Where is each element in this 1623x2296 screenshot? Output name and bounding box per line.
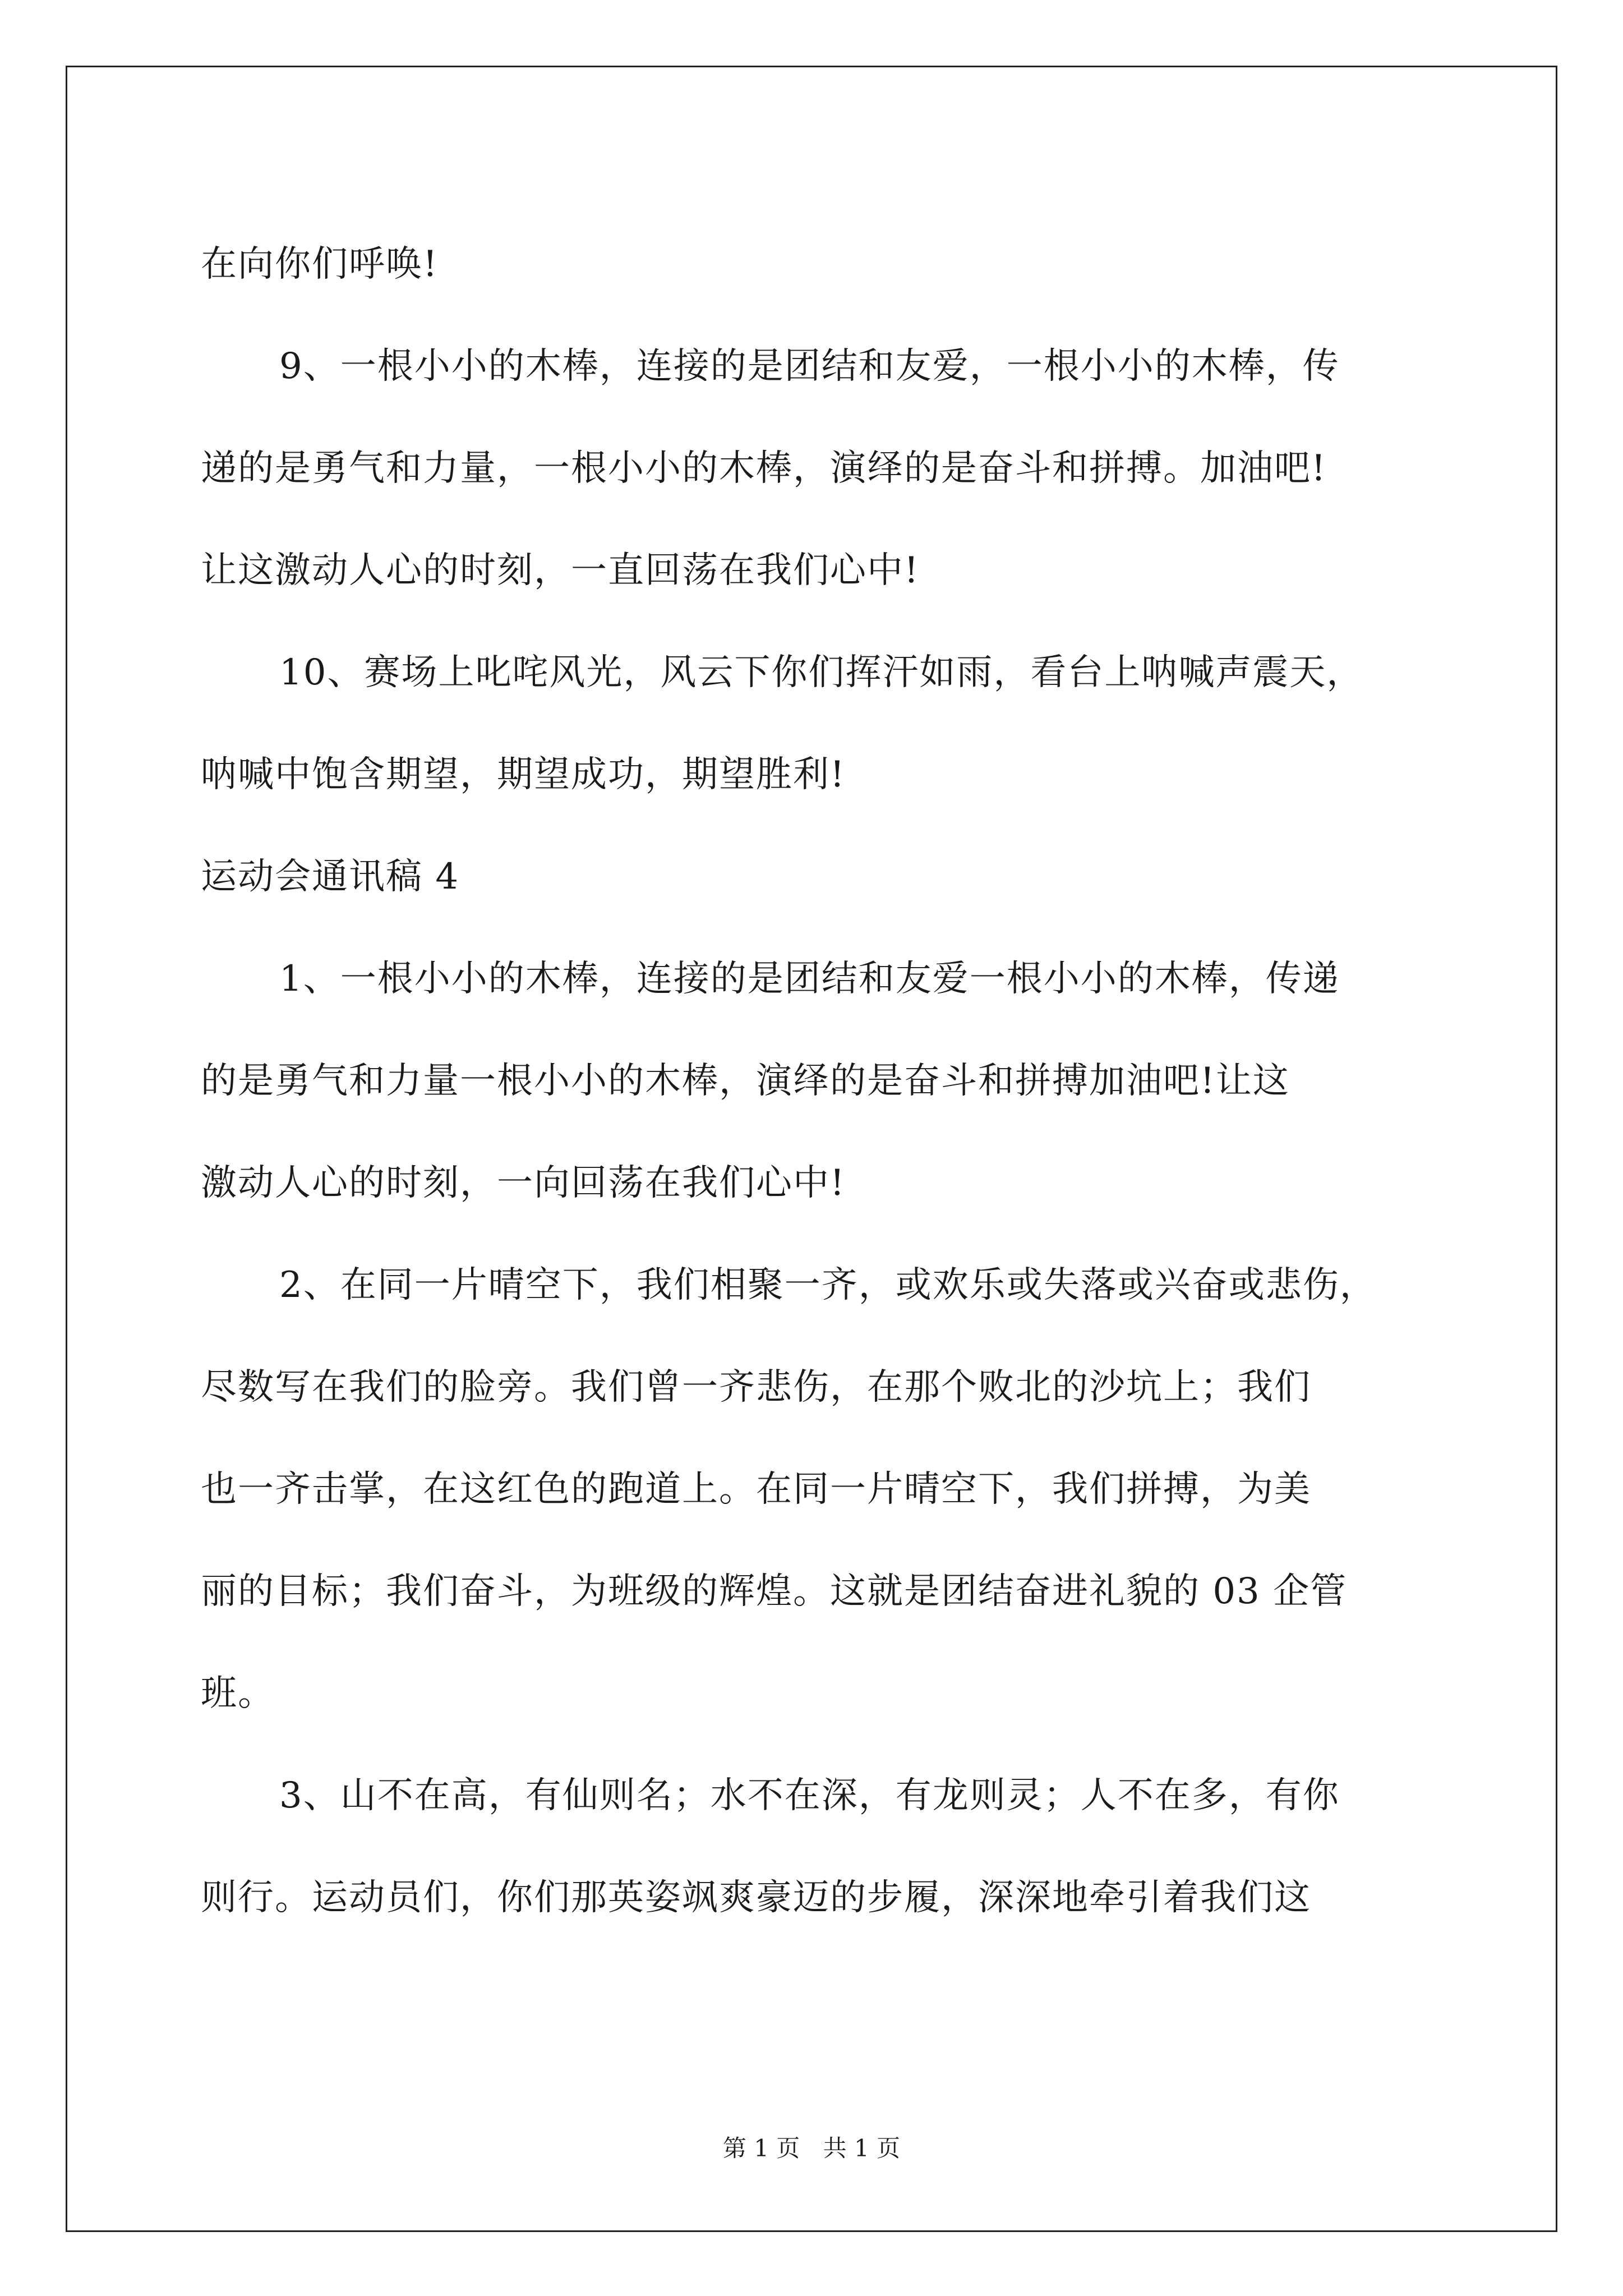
page-number: 第 1 页: [722, 2134, 800, 2162]
text-line-3: 递的是勇气和力量，一根小小的木棒，演绎的是奋斗和拼搏。加油吧!: [201, 448, 1327, 489]
text-line-17: 则行。运动员们，你们那英姿飒爽豪迈的步履，深深地牵引着我们这: [201, 1877, 1311, 1918]
text-line-6: 呐喊中饱含期望，期望成功，期望胜利!: [201, 754, 846, 795]
text-line-16: 3、山不在高，有仙则名；水不在深，有龙则灵；人不在多，有你: [279, 1775, 1340, 1816]
section-heading: 运动会通讯稿 4: [201, 856, 460, 898]
text-line-2: 9、一根小小的木棒，连接的是团结和友爱，一根小小的木棒，传: [279, 346, 1340, 387]
text-line-8: 1、一根小小的木棒，连接的是团结和友爱一根小小的木棒，传递: [279, 958, 1340, 1000]
text-line-5: 10、赛场上叱咤风光，风云下你们挥汗如雨，看台上呐喊声震天，: [279, 652, 1364, 693]
text-line-14: 丽的目标；我们奋斗，为班级的辉煌。这就是团结奋进礼貌的 03 企管: [201, 1571, 1348, 1612]
text-line-15: 班。: [201, 1673, 275, 1714]
text-line-11: 2、在同一片晴空下，我们相聚一齐，或欢乐或失落或兴奋或悲伤，: [279, 1264, 1377, 1306]
document-body: [201, 213, 1446, 1949]
text-line-13: 也一齐击掌，在这红色的跑道上。在同一片晴空下，我们拼搏，为美: [201, 1469, 1311, 1510]
page-total: 共 1 页: [823, 2134, 901, 2162]
page-footer: [0, 2134, 1623, 2162]
text-line-9: 的是勇气和力量一根小小的木棒，演绎的是奋斗和拼搏加油吧!让这: [201, 1060, 1290, 1102]
text-line-4: 让这激动人心的时刻，一直回荡在我们心中!: [201, 550, 920, 591]
text-line-10: 激动人心的时刻，一向回荡在我们心中!: [201, 1162, 846, 1204]
text-line-12: 尽数写在我们的脸旁。我们曾一齐悲伤，在那个败北的沙坑上；我们: [201, 1366, 1311, 1408]
text-line-1: 在向你们呼唤!: [201, 243, 439, 285]
